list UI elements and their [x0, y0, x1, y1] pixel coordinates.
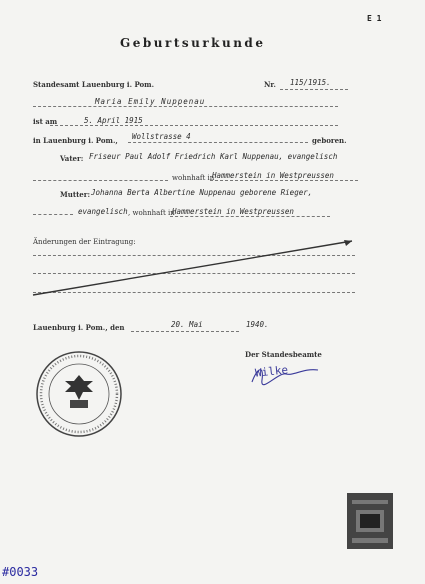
birth-date: 5. April 1915 [84, 116, 143, 125]
father-name: Friseur Paul Adolf Friedrich Karl Nuppenau, evangelisch [89, 152, 338, 161]
issue-date-underline [131, 331, 239, 332]
birth-address: Wollstrasse 4 [132, 132, 191, 141]
official-label: Der Standesbeamte [245, 350, 322, 359]
signature-scrawl [248, 362, 328, 388]
official-signature: Wilke [254, 363, 289, 380]
child-name: Maria Emily Nuppenau [95, 97, 206, 106]
official-seal-stamp [33, 348, 125, 440]
registration-number: 115/1915. [290, 78, 331, 87]
tax-stamp [346, 492, 394, 550]
mother-name: Johanna Berta Albertine Nuppenau geborene Rieger, [91, 188, 313, 197]
mother-religion: evangelisch [78, 207, 128, 216]
born-label: geboren. [312, 136, 347, 145]
archive-note: #0033 [2, 565, 39, 579]
father-label: Vater: [60, 154, 84, 163]
document-title: Geburtsurkunde [120, 36, 266, 50]
father-residence: Hammerstein in Westpreussen [212, 171, 334, 180]
in-label: in Lauenburg i. Pom., [33, 136, 118, 145]
mother-residence-label: , wohnhaft in [128, 209, 175, 217]
on-label: ist am [33, 117, 58, 126]
page-marker: E 1 [367, 14, 382, 23]
changes-label: Änderungen der Eintragung: [33, 238, 136, 246]
registry-office: Standesamt Lauenburg i. Pom. [33, 80, 155, 89]
mother-label: Mutter: [60, 190, 91, 199]
father-residence-label: wohnhaft in [172, 174, 215, 182]
mother-residence: Hammerstein in Westpreussen [172, 207, 294, 216]
place-date-label: Lauenburg i. Pom., den [33, 323, 125, 332]
nr-label: Nr. [264, 80, 276, 89]
issue-year: 1940. [246, 320, 269, 329]
issue-day: 20. Mai [171, 320, 203, 329]
